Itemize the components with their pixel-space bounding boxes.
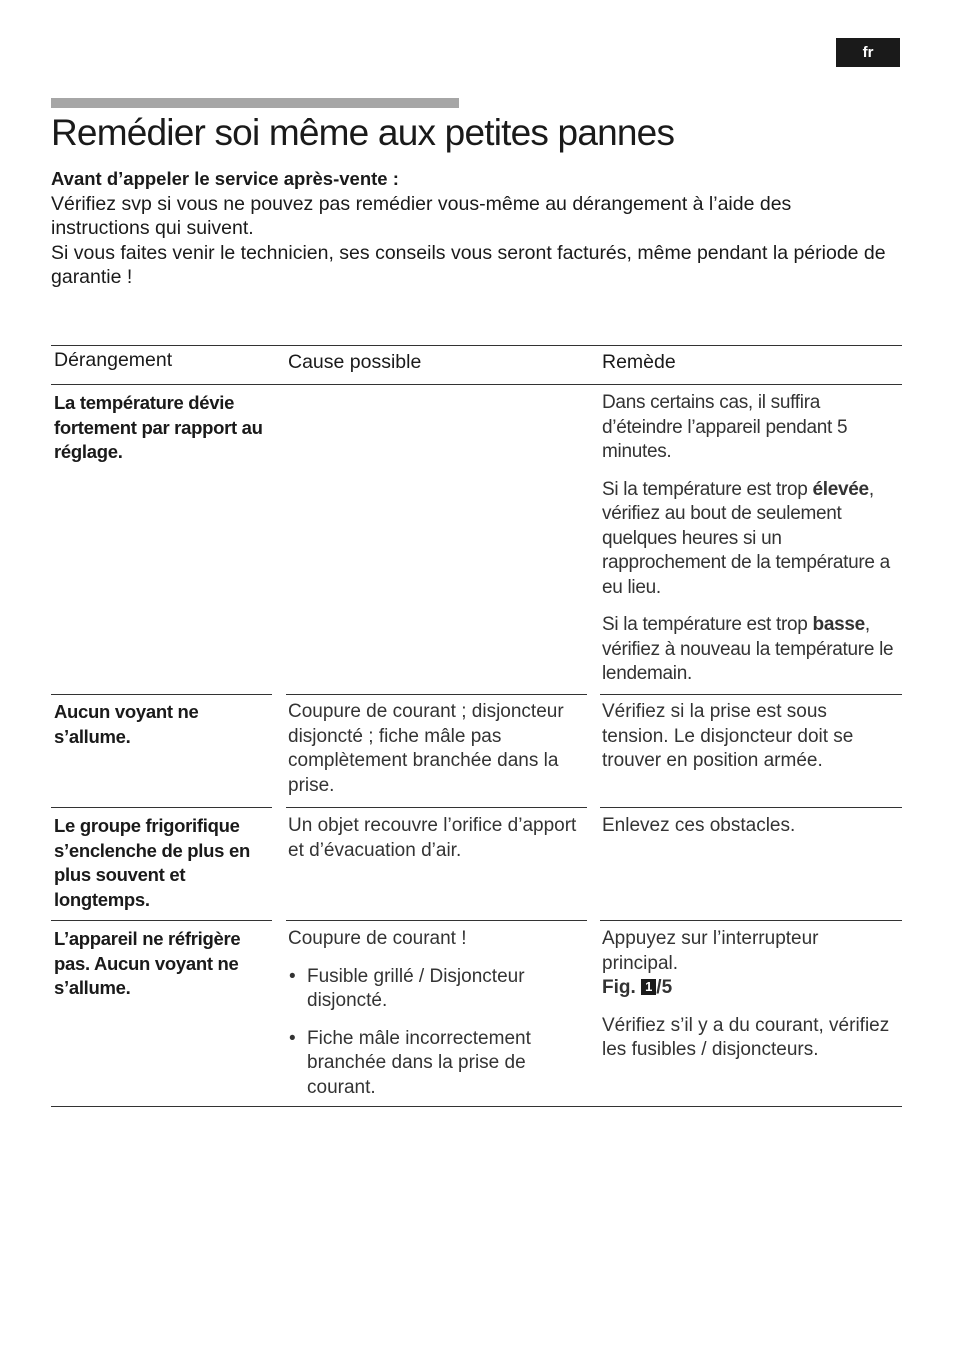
cause-list [288,965,578,1101]
remedy-text: Dans certains cas, il suffira d’éteindre l’appareil pendant 5 minutes. [602,392,848,462]
emphasis: élevée [812,478,869,500]
row-separator [286,694,587,695]
remedy-text: Si la température est trop élevée, vérifiez au bout de seulement quelques heures si un rapprochement de la température a eu lieu. [602,478,890,598]
table-row-2-remedy: Vérifiez si la prise est sous tension. Le disjoncteur doit se trouver en position armée. [602,701,854,771]
column-header-fault: Dérangement [54,349,173,371]
intro [51,167,886,290]
remedy-text: Si la température est trop basse, vérifiez à nouveau la température le lendemain. [602,614,894,684]
row-separator [600,920,902,921]
language-badge: fr [836,38,900,67]
row-separator [286,807,587,808]
figure-number-badge: 1 [641,979,656,995]
table-row-4-cause [288,927,578,1113]
table-row-3-cause: Un objet recouvre l’orifice d’apport et d’évacuation d’air. [288,815,577,861]
table-row-4-remedy [602,927,898,1076]
title-accent-bar [51,98,459,108]
table-row-2-cause: Coupure de courant ; disjoncteur disjoncté ; fiche mâle pas complètement branchée dans la prise. [288,701,564,796]
cause-lead: Coupure de courant ! [288,928,467,949]
figure-reference: Fig. 1 /5 [602,977,673,998]
table-row-1-remedy [602,391,898,700]
table-header-rule [51,384,902,385]
intro-paragraph-1: Vérifiez svp si vous ne pouvez pas remédier vous-même au dérangement à l’aide des instructions qui suivent. [51,192,792,239]
list-item: • Fusible grillé / Disjoncteur disjoncté. [288,965,578,1014]
table-top-rule [51,345,902,346]
table-row-3-fault: Le groupe frigorifique s’enclenche de plus en plus souvent et longtemps. [54,815,250,910]
row-separator [600,694,902,695]
table-row-1-fault: La température dévie fortement par rapport au réglage. [54,392,263,462]
row-separator [51,694,272,695]
table-row-4-fault: L’appareil ne réfrigère pas. Aucun voyant ne s’allume. [54,928,241,998]
row-separator [51,920,272,921]
table-row-3-remedy: Enlevez ces obstacles. [602,815,796,836]
intro-paragraph-2: Si vous faites venir le technicien, ses conseils vous seront facturés, même pendant la période de garantie ! [51,241,886,288]
remedy-text: Appuyez sur l’interrupteur principal. Fig. 1 /5 [602,928,819,998]
row-separator [51,807,272,808]
table-bottom-rule [51,1106,902,1107]
column-header-cause: Cause possible [288,351,422,373]
remedy-text: Vérifiez s’il y a du courant, vérifiez les fusibles / disjoncteurs. [602,1014,890,1060]
page-title: Remédier soi même aux petites pannes [51,112,675,153]
column-header-remedy: Remède [602,351,676,373]
list-item: • Fiche mâle incorrectement branchée dans la prise de courant. [288,1027,578,1101]
table-row-2-fault: Aucun voyant ne s’allume. [54,701,199,747]
emphasis: basse [812,614,865,635]
intro-lead: Avant d’appeler le service après-vente : [51,168,399,189]
row-separator [600,807,902,808]
row-separator [286,920,587,921]
